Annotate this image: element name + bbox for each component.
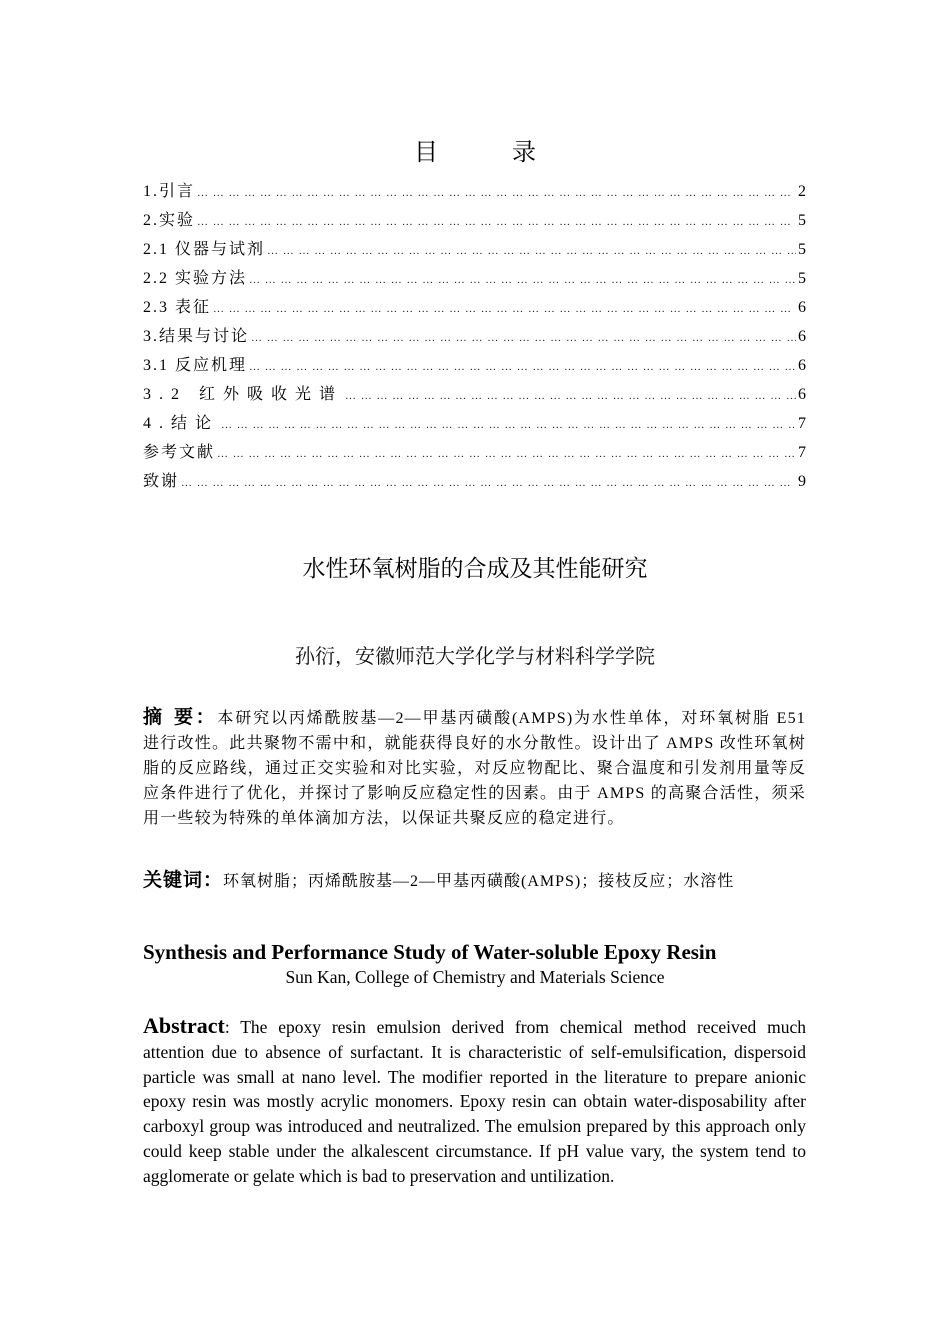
toc-entry-page: 6 — [798, 328, 806, 345]
toc-entry-label: 致谢 — [143, 473, 180, 490]
toc-entry-label: 3.结果与讨论 — [143, 328, 250, 345]
toc-entry[interactable] — [143, 410, 806, 439]
toc-leader-dots — [197, 216, 796, 228]
toc-entry[interactable] — [143, 468, 806, 497]
toc-entry-label: 2.实验 — [143, 212, 196, 229]
toc-leader-dots — [249, 361, 796, 373]
toc-leader-dots — [221, 419, 796, 431]
toc-entry-page: 5 — [798, 241, 806, 258]
toc-leader-dots — [213, 303, 796, 315]
toc-entry-label: 2.1 仪器与试剂 — [143, 241, 266, 258]
toc-leader-dots — [181, 477, 796, 489]
chinese-keywords-label: 关键词： — [143, 869, 224, 891]
english-author-affiliation: Sun Kan, College of Chemistry and Materials Science — [285, 967, 665, 987]
chinese-abstract — [143, 705, 806, 831]
toc-entry[interactable] — [143, 294, 806, 323]
toc-entry-page: 6 — [798, 299, 806, 316]
chinese-abstract-label: 摘 要： — [143, 706, 218, 728]
english-abstract-text: : The epoxy resin emulsion derived from chemical method received much attention due to absence of surfactant. It is characteristic of self-emulsification, dispersoid particle was small at nano level. The modifier reported in the literature to prepare anionic epoxy resin was mostly acrylic monomers. Epoxy resin can obtain water-disposability after carboxyl group was introduced and neutralized. The emulsion prepared by this approach only could keep stable under the alkalescent circumstance. If pH value vary, the system tend to agglomerate or gelate which is bad to preservation and untilization. — [143, 1017, 806, 1186]
toc-entry-page: 7 — [798, 444, 806, 461]
toc-entry-page: 5 — [798, 212, 806, 229]
toc-entry-label: 参考文献 — [143, 444, 216, 461]
chinese-author-affiliation: 孙衍，安徽师范大学化学与材料科学学院 — [295, 644, 655, 668]
toc-entry-label: 2.3 表征 — [143, 299, 212, 316]
toc-entry-page: 2 — [798, 183, 806, 200]
toc-leader-dots — [197, 187, 796, 199]
chinese-keywords-text: 环氧树脂；丙烯酰胺基—2—甲基丙磺酸(AMPS)；接枝反应；水溶性 — [223, 873, 735, 890]
toc-entry[interactable] — [143, 381, 806, 410]
toc-entry[interactable] — [143, 236, 806, 265]
english-abstract-label: Abstract — [143, 1013, 225, 1038]
toc-entry-label: 2.2 实验方法 — [143, 270, 248, 287]
toc-entry-label: 3.1 反应机理 — [143, 357, 248, 374]
toc-leader-dots — [267, 245, 796, 257]
toc-entry-page: 9 — [798, 473, 806, 490]
toc-entry[interactable] — [143, 439, 806, 468]
chinese-paper-title: 水性环氧树脂的合成及其性能研究 — [302, 556, 648, 582]
english-paper-title: Synthesis and Performance Study of Water-soluble Epoxy Resin — [143, 940, 717, 964]
toc-entry[interactable] — [143, 323, 806, 352]
chinese-abstract-text: 本研究以丙烯酰胺基—2—甲基丙磺酸(AMPS)为水性单体，对环氧树脂 E51 进行改性。此共聚物不需中和，就能获得良好的水分散性。设计出了 AMPS 改性环氧树脂的反应路线，通过正交实验和对比实验，对反应物配比、聚合温度和引发剂用量等反应条件进行了优化，并探讨了影响反应稳定性的因素。由于 AMPS 的高聚合活性，须采用一些较为特殊的单体滴加方法，以保证共聚反应的稳定进行。 — [143, 710, 806, 827]
toc-entry[interactable] — [143, 352, 806, 381]
chinese-keywords — [143, 866, 806, 896]
toc-entry-page: 7 — [798, 415, 806, 432]
toc-entry-label: 3.2 红外吸收光谱 — [143, 386, 344, 403]
toc-leader-dots — [345, 390, 796, 402]
toc-title: 目 录 — [414, 140, 570, 166]
toc-leader-dots — [249, 274, 796, 286]
toc-entry-page: 6 — [798, 357, 806, 374]
toc-entry-label: 4.结论 — [143, 415, 220, 432]
toc-entry-label: 1.引言 — [143, 183, 196, 200]
toc-entry[interactable] — [143, 178, 806, 207]
toc-entry[interactable] — [143, 265, 806, 294]
toc-entry-page: 6 — [798, 386, 806, 403]
table-of-contents — [143, 178, 806, 497]
english-abstract — [143, 1014, 806, 1189]
toc-entry[interactable] — [143, 207, 806, 236]
toc-entry-page: 5 — [798, 270, 806, 287]
toc-leader-dots — [251, 332, 796, 344]
toc-leader-dots — [217, 448, 796, 460]
